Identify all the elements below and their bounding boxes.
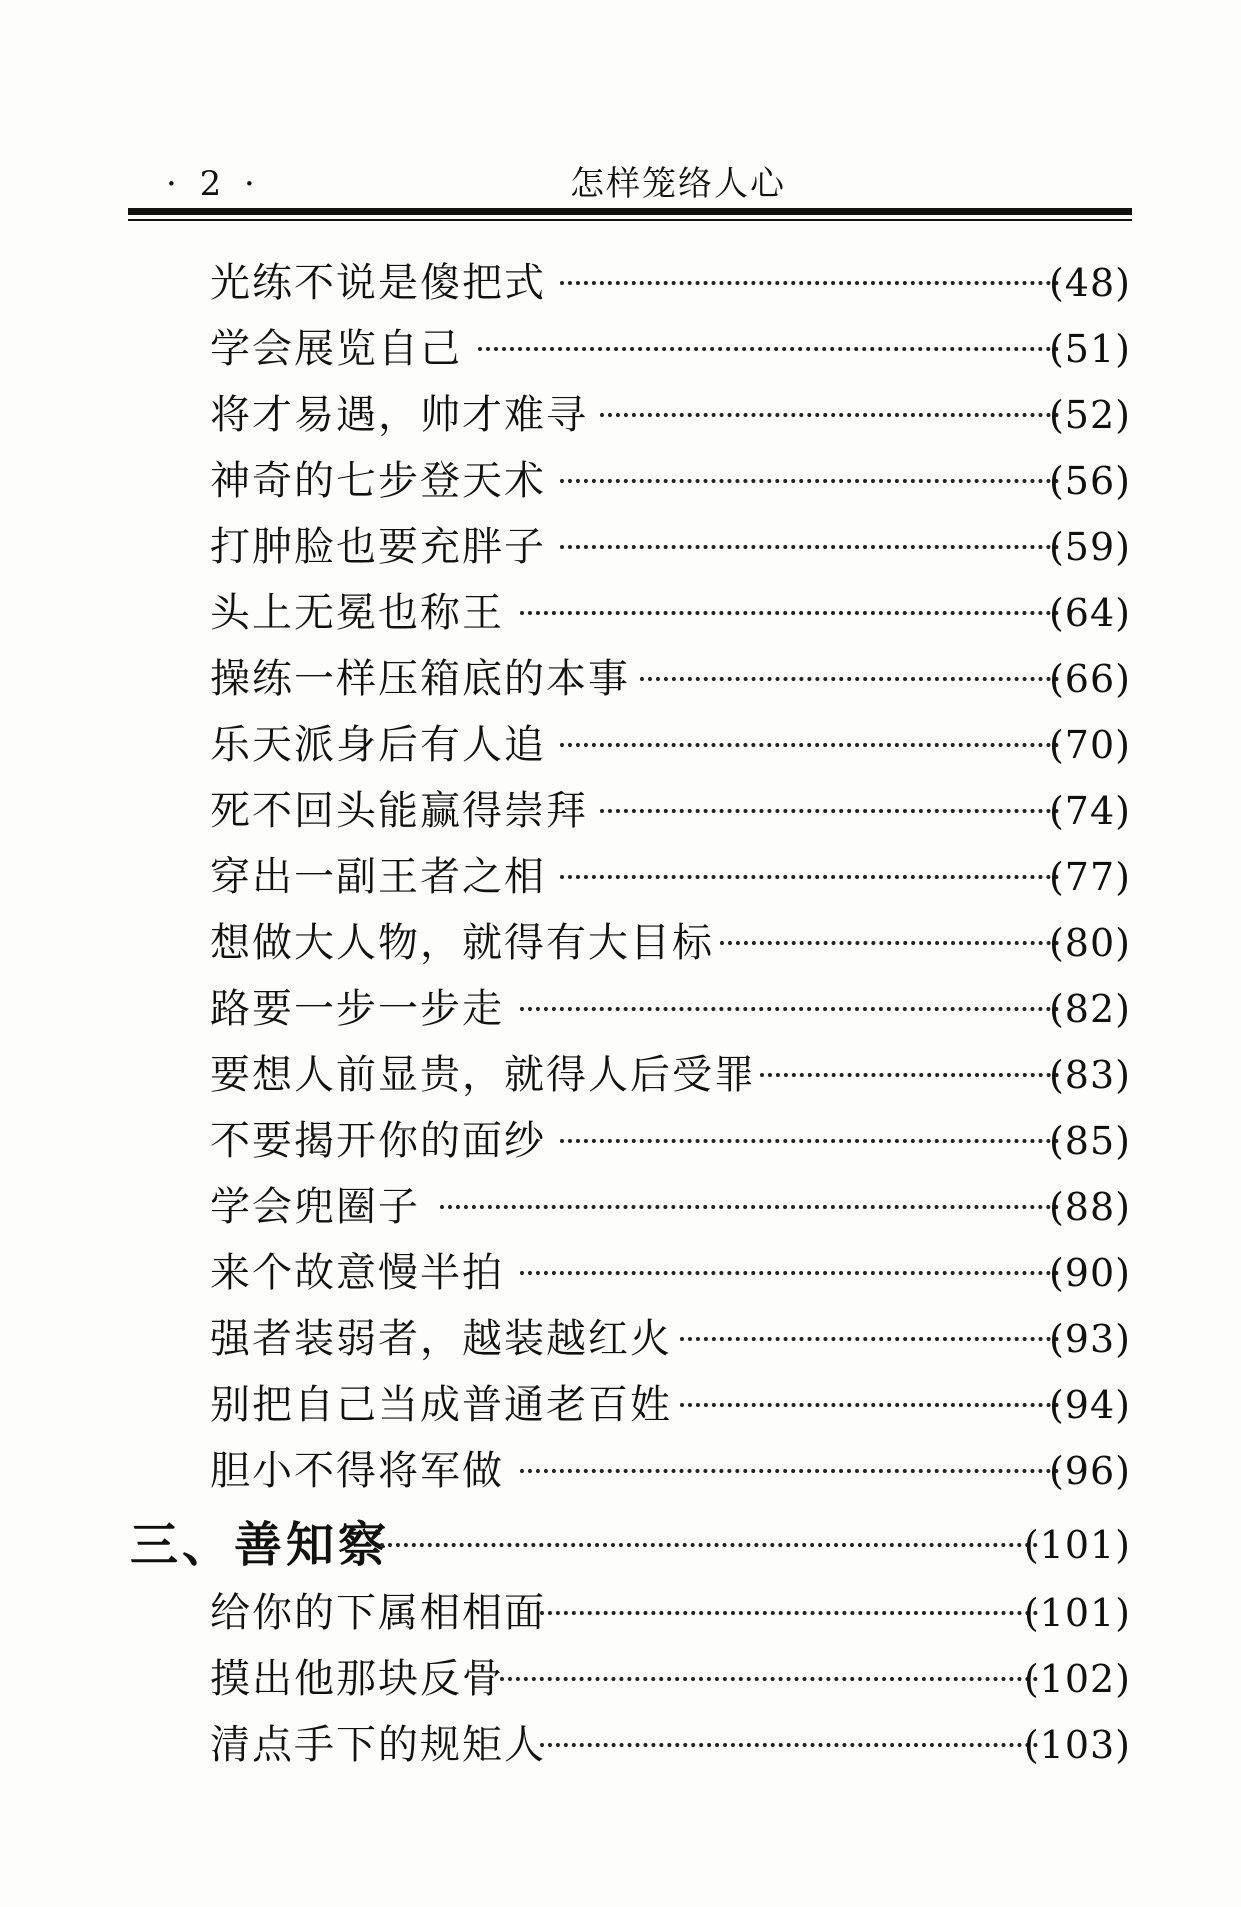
toc-entry-title: 别把自己当成普通老百姓 bbox=[210, 1382, 672, 1428]
toc-entry-title: 摸出他那块反骨 bbox=[210, 1656, 504, 1702]
toc-entry-title: 要想人前显贵，就得人后受罪 bbox=[210, 1052, 756, 1098]
dot-leader bbox=[760, 1073, 1059, 1077]
toc-entry-page: (96) bbox=[1048, 1449, 1131, 1493]
toc-entry-page: (101) bbox=[1023, 1591, 1131, 1635]
toc-chapter-heading bbox=[0, 1512, 1241, 1578]
toc-entry bbox=[0, 1580, 1241, 1646]
header-rule-thick bbox=[128, 208, 1132, 215]
toc-entry-page: (74) bbox=[1048, 789, 1131, 833]
toc-entry-page: (90) bbox=[1048, 1251, 1131, 1295]
toc-entry bbox=[0, 1174, 1241, 1240]
toc-entry-title: 想做大人物，就得有大目标 bbox=[210, 920, 714, 966]
dot-leader bbox=[640, 677, 1059, 681]
toc-entry-page: (80) bbox=[1048, 921, 1131, 965]
toc-entry bbox=[0, 1108, 1241, 1174]
dot-leader bbox=[440, 1205, 1059, 1209]
toc-entry-page: (48) bbox=[1048, 261, 1131, 305]
dot-leader bbox=[600, 809, 1059, 813]
toc-entry-title: 学会展览自己 bbox=[210, 326, 462, 372]
toc-entry bbox=[0, 580, 1241, 646]
toc-entry-page: (52) bbox=[1048, 393, 1131, 437]
toc-entry-page: (82) bbox=[1048, 987, 1131, 1031]
dot-leader bbox=[680, 1337, 1059, 1341]
dot-leader bbox=[560, 875, 1059, 879]
toc-entry-page: (56) bbox=[1048, 459, 1131, 503]
toc-entry bbox=[0, 976, 1241, 1042]
toc-entry-page: (77) bbox=[1048, 855, 1131, 899]
toc-entry bbox=[0, 910, 1241, 976]
toc-entry bbox=[0, 1438, 1241, 1504]
dot-leader bbox=[540, 1611, 1038, 1615]
dot-leader bbox=[380, 1543, 1038, 1547]
toc-entry-page: (88) bbox=[1048, 1185, 1131, 1229]
toc-entry-title: 给你的下属相相面 bbox=[210, 1590, 546, 1636]
toc-entry bbox=[0, 250, 1241, 316]
toc-entry-title: 头上无冕也称王 bbox=[210, 590, 504, 636]
dot-leader bbox=[520, 1007, 1059, 1011]
toc-entry bbox=[0, 1712, 1241, 1778]
dot-leader bbox=[560, 479, 1059, 483]
toc-entry-title: 死不回头能赢得崇拜 bbox=[210, 788, 588, 834]
toc-entry-title: 来个故意慢半拍 bbox=[210, 1250, 504, 1296]
toc-entry-page: (59) bbox=[1048, 525, 1131, 569]
page-header bbox=[128, 160, 1132, 208]
toc-entry-title: 路要一步一步走 bbox=[210, 986, 504, 1032]
toc-entry-page: (102) bbox=[1023, 1657, 1131, 1701]
toc-entry bbox=[0, 448, 1241, 514]
toc-entry bbox=[0, 844, 1241, 910]
dot-leader bbox=[478, 347, 1059, 351]
running-title: 怎样笼络人心 bbox=[570, 164, 786, 204]
toc-entry-page: (83) bbox=[1048, 1053, 1131, 1097]
dot-leader bbox=[540, 1743, 1038, 1747]
dot-leader bbox=[520, 1469, 1059, 1473]
dot-leader bbox=[560, 281, 1059, 285]
toc-entry bbox=[0, 712, 1241, 778]
dot-leader bbox=[720, 941, 1059, 945]
toc-entry bbox=[0, 646, 1241, 712]
toc-entry-page: (64) bbox=[1048, 591, 1131, 635]
dot-leader bbox=[520, 611, 1059, 615]
header-rule-thin bbox=[128, 219, 1132, 221]
dot-leader bbox=[600, 413, 1059, 417]
toc-entry bbox=[0, 1646, 1241, 1712]
chapter-page: (101) bbox=[1023, 1523, 1131, 1567]
toc-entry-page: (93) bbox=[1048, 1317, 1131, 1361]
toc-entry-page: (85) bbox=[1048, 1119, 1131, 1163]
toc-entry-title: 打肿脸也要充胖子 bbox=[210, 524, 546, 570]
toc-entry-page: (103) bbox=[1023, 1723, 1131, 1767]
chapter-title: 三、善知察 bbox=[130, 1517, 391, 1573]
toc-entry-title: 不要揭开你的面纱 bbox=[210, 1118, 546, 1164]
toc-entry-title: 操练一样压箱底的本事 bbox=[210, 656, 630, 702]
toc-entry-page: (70) bbox=[1048, 723, 1131, 767]
toc-entry-title: 强者装弱者，越装越红火 bbox=[210, 1316, 672, 1362]
toc-entry bbox=[0, 1372, 1241, 1438]
dot-leader bbox=[680, 1403, 1059, 1407]
toc-entry bbox=[0, 514, 1241, 580]
toc-entry bbox=[0, 316, 1241, 382]
toc-entry bbox=[0, 382, 1241, 448]
toc-entry-page: (51) bbox=[1048, 327, 1131, 371]
toc-entry-page: (66) bbox=[1048, 657, 1131, 701]
toc-entry bbox=[0, 1042, 1241, 1108]
toc-entry bbox=[0, 1306, 1241, 1372]
toc-entry-title: 神奇的七步登天术 bbox=[210, 458, 546, 504]
toc-entry-title: 穿出一副王者之相 bbox=[210, 854, 546, 900]
toc-entry-title: 将才易遇，帅才难寻 bbox=[210, 392, 588, 438]
toc-entry bbox=[0, 778, 1241, 844]
dot-leader bbox=[520, 1271, 1059, 1275]
dot-leader bbox=[560, 1139, 1059, 1143]
dot-leader bbox=[500, 1677, 1038, 1681]
toc-entry bbox=[0, 1240, 1241, 1306]
dot-leader bbox=[560, 545, 1059, 549]
toc-entry-page: (94) bbox=[1048, 1383, 1131, 1427]
toc-entry-title: 学会兜圈子 bbox=[210, 1184, 420, 1230]
toc-entry-title: 胆小不得将军做 bbox=[210, 1448, 504, 1494]
toc-entry-title: 光练不说是傻把式 bbox=[210, 260, 546, 306]
dot-leader bbox=[560, 743, 1059, 747]
toc-entry-title: 清点手下的规矩人 bbox=[210, 1722, 546, 1768]
toc-entry-title: 乐天派身后有人追 bbox=[210, 722, 546, 768]
page-number: · 2 · bbox=[166, 164, 261, 204]
